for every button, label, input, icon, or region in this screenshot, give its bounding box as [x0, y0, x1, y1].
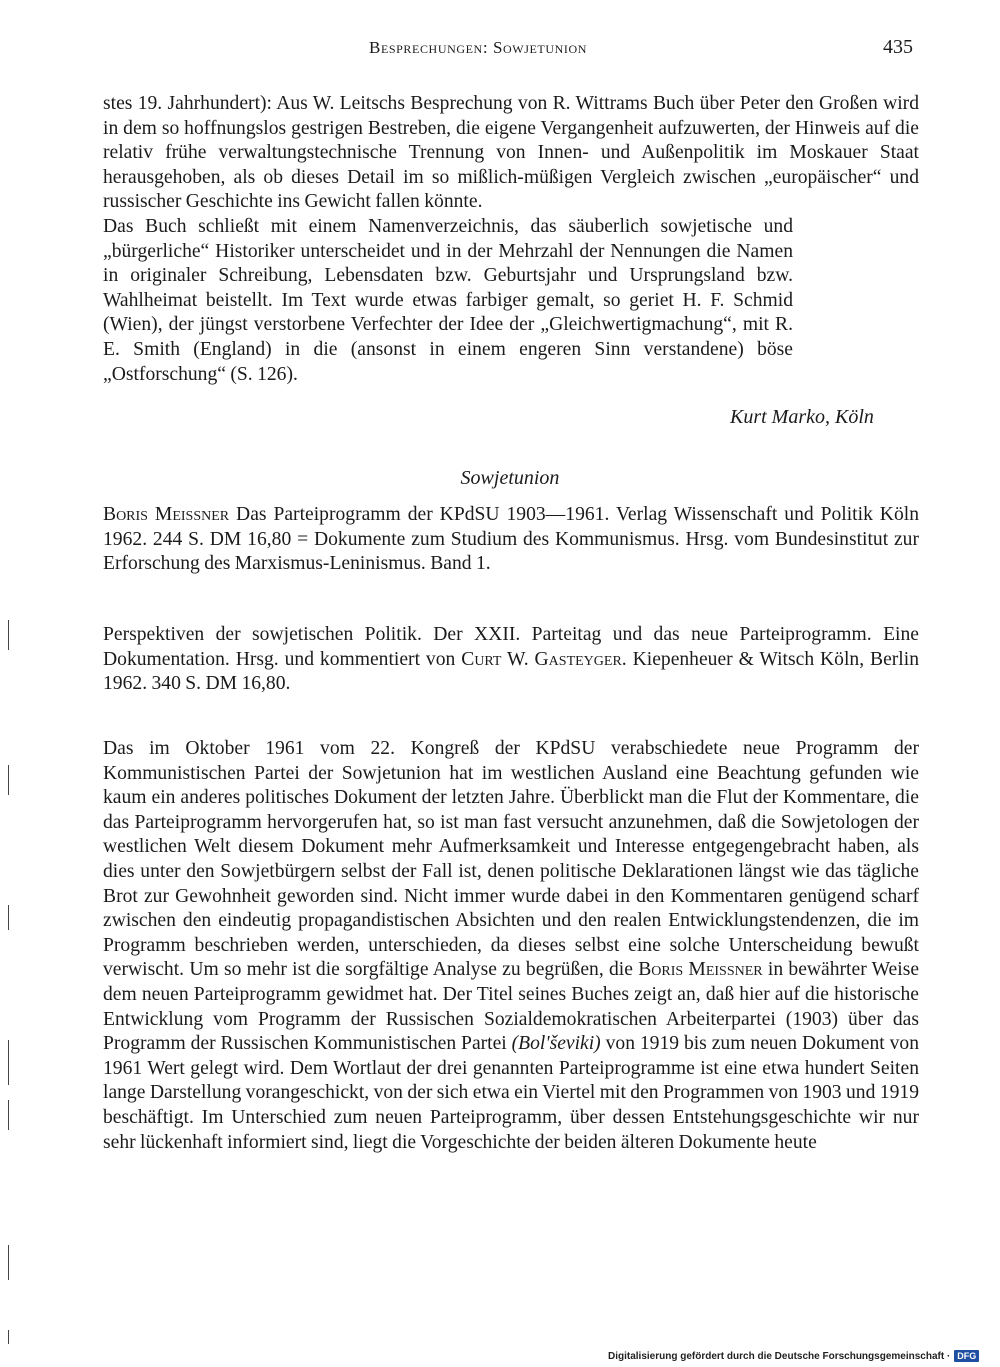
reviewer-signature: Kurt Marko, Köln [730, 406, 874, 428]
body-text-part-2: in bewährter Weise dem neuen Parteiprogramm gewidmet hat. Der Titel seines Buches zeigt an, daß hier auf die historische Entwicklung vom Programm der Russischen Sozialdemokratischen Arbeiterpartei (1903) über das Programm der Russischen Kommunistischen Partei [103, 959, 920, 1055]
review-body [103, 737, 919, 1155]
bib-editor: Curt W. Gasteyger [461, 648, 622, 670]
bib-entry-2-text: Perspektiven der sowjetischen Politik. Der XXII. Parteitag und das neue Parteiprogramm. Eine Dokumentation. Hrsg. und kommentiert von [103, 624, 919, 670]
bibliography-entry-1 [103, 503, 919, 577]
bib-entry-1-text: Das Parteiprogramm der KPdSU 1903—1961. Verlag Wissenschaft und Politik Köln 1962. 244 S. DM 16,80 = Dokumente zum Studium des Kommunismus. Hrsg. vom Bundesinstitut zur Erforschung des Marxismus-Leninismus. Band 1. [103, 504, 919, 575]
body-party-name: (Bol'ševiki) [511, 1033, 601, 1055]
digitization-footer [608, 1350, 979, 1362]
review-continuation [103, 92, 919, 387]
body-text-part-1: Das im Oktober 1961 vom 22. Kongreß der KPdSU verabschiedete neue Programm der Kommunistischen Partei der Sowjetunion hat im westlichen Ausland eine Beachtung gefunden wie kaum ein anderes politisches Dokument der letzten Jahre. Überblickt man die Flut der Kommentare, die das Parteiprogramm hervorgerufen hat, so ist man fast versucht anzunehmen, daß die Sowjetologen der westlichen Welt diesem Dokument mehr Aufmerksamkeit und Interesse entgegengebracht haben, als dies unter den Sowjetbürgern selbst der Fall ist, denen politische Deklarationen längst wie das tägliche Brot zur Gewohnheit geworden sind. Nicht immer wurde dabei in den Kommentaren genügend scharf zwischen den eindeutig propagandistischen Absichten und den realen Entwicklungstendenzen, die im Programm beschrieben werden, unterschieden, da dieses selbst eine solche Unterscheidung bewußt verwischt. Um so mehr ist die sorgfältige Analyse zu begrüßen, die [103, 738, 919, 981]
page-number: 435 [883, 36, 913, 58]
section-title: Sowjetunion [460, 467, 560, 489]
bib-entry-2-publisher: . Kiepenheuer & Witsch Köln, Berlin 1962. 340 S. DM 16,80. [103, 648, 919, 695]
review-paragraph-1: stes 19. Jahrhundert): Aus W. Leitschs Besprechung von R. Wittrams Buch über Peter den Großen wird in dem so hoffnungslos gestrigen Bestreben, die eigene Vergangenheit aufzuwerten, der Hinweis auf die relativ frühe verwaltungstechnische Trennung von Innen- und Außenpolitik im Moskauer Staat herausgehoben, als ob dieses Detail im so mißlich-müßigen Vergleich zwischen „europäischer“ und russischer Geschichte ins Gewicht fallen könnte. [103, 93, 919, 213]
review-paragraph-2: Das Buch schließt mit einem Namenverzeichnis, das säuberlich sowjetische und „bürgerliche“ Historiker unterscheidet und in der Mehrzahl der Nennungen die Namen in originaler Schreibung, Lebensdaten bzw. Geburtsjahr und Ursprungsland bzw. Wahlheimat beistellt. Im Text wurde etwas farbiger gemalt, so geriet H. F. Schmid (Wien), der jüngst verstorbene Verfechter der Idee der „Gleichwertigmachung“, mit R. E. Smith (England) in die (ansonst in einem engeren Sinn verstandene) böse „Ostforschung“ (S. 126). [103, 215, 793, 385]
body-text-part-3: von 1919 bis zum neuen Dokument von 1961 Wert gelegt wird. Dem Wortlaut der drei genannten Parteiprogramme ist eine etwa hundert Seiten lange Darstellung vorangeschickt, von der sich etwa ein Viertel mit den Programmen von 1903 und 1919 beschäftigt. Im Unterschied zum neuen Parteiprogramm, über dessen Entstehungsgeschichte wir nur sehr lückenhaft informiert sind, liegt die Vorgeschichte der beiden älteren Dokumente heute [103, 1033, 919, 1153]
running-head: Besprechungen: Sowjetunion [369, 38, 588, 57]
dfg-logo-icon: DFG [954, 1350, 979, 1362]
body-author-name: Boris Meissner [638, 959, 763, 981]
bib-author: Boris Meissner [103, 504, 230, 525]
scan-margin-marks [0, 0, 20, 1367]
bibliography-entry-2 [103, 623, 919, 697]
footer-text: Digitalisierung gefördert durch die Deutsche Forschungsgemeinschaft · [608, 1350, 951, 1362]
